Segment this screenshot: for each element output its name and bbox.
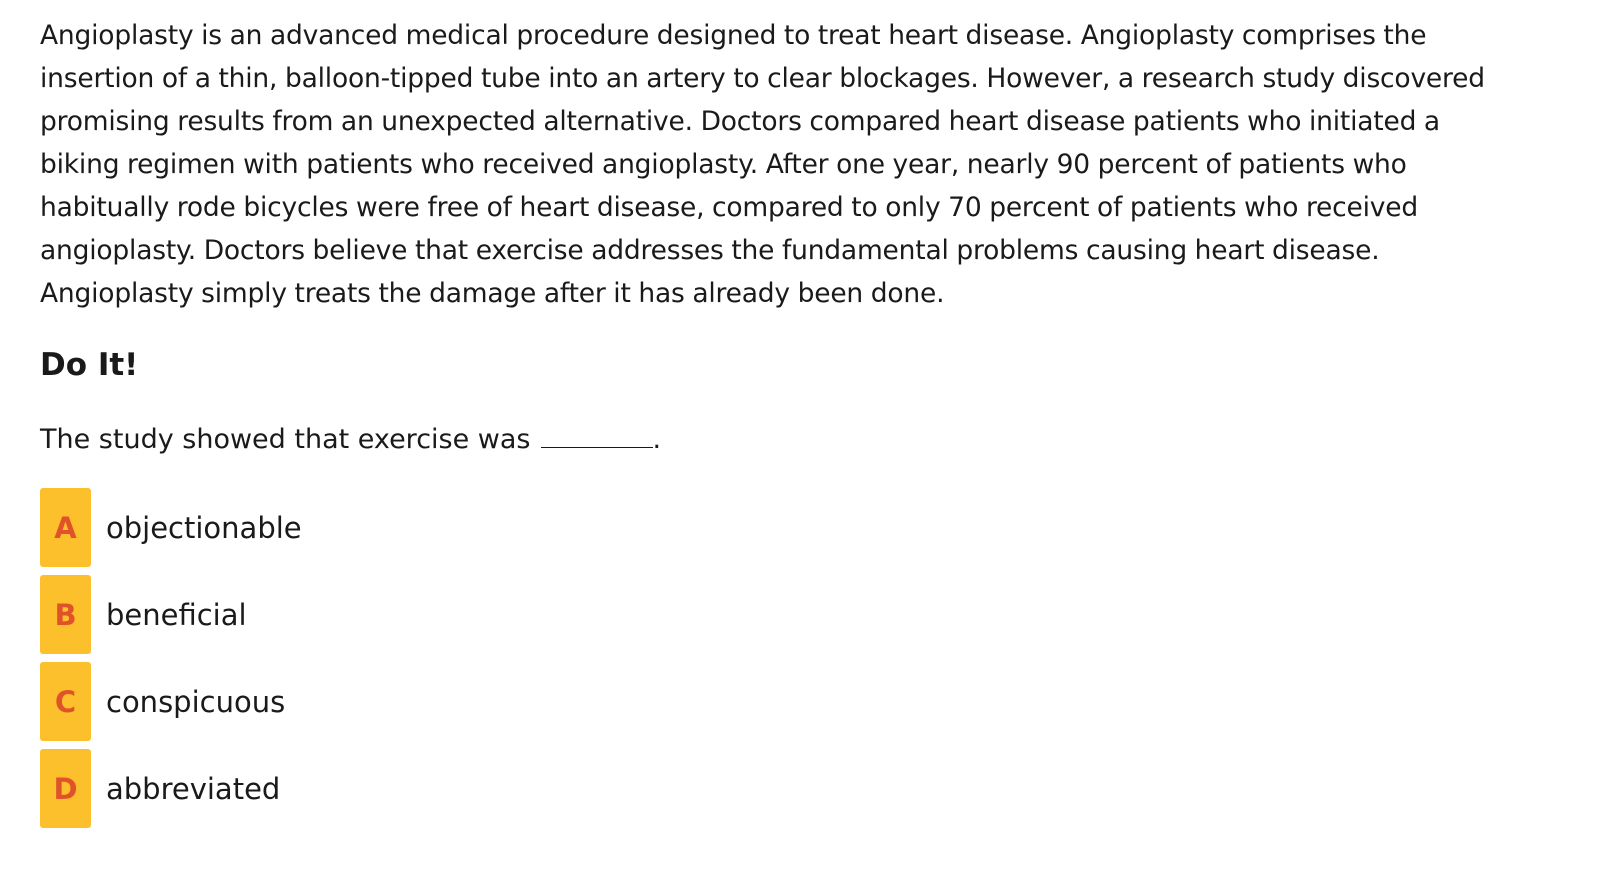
reading-passage: [40, 14, 1550, 315]
option-a[interactable]: [40, 488, 1585, 567]
passage-line: habitually rode bicycles were free of heart disease, compared to only 70 percent of patients who received: [40, 192, 1418, 223]
option-label: conspicuous: [106, 684, 286, 719]
passage-line: Angioplasty simply treats the damage after it has already been done.: [40, 278, 945, 309]
passage-line: promising results from an unexpected alternative. Doctors compared heart disease patients who initiated a: [40, 106, 1440, 137]
option-b[interactable]: [40, 575, 1585, 654]
option-label: objectionable: [106, 510, 302, 545]
passage-line: Angioplasty is an advanced medical procedure designed to treat heart disease. Angioplasty comprises the: [40, 20, 1427, 51]
passage-line: insertion of a thin, balloon-tipped tube into an artery to clear blockages. However, a research study discovered: [40, 63, 1485, 94]
option-d[interactable]: [40, 749, 1585, 828]
option-label: beneficial: [106, 597, 247, 632]
content-area: [40, 14, 1585, 836]
option-letter-badge: C: [40, 662, 91, 741]
question-prompt: [40, 419, 1585, 460]
answer-options: [40, 488, 1585, 828]
passage-line: angioplasty. Doctors believe that exercise addresses the fundamental problems causing heart disease.: [40, 235, 1380, 266]
option-letter-badge: D: [40, 749, 91, 828]
option-c[interactable]: [40, 662, 1585, 741]
option-label: abbreviated: [106, 771, 281, 806]
option-letter-badge: B: [40, 575, 91, 654]
question-end-punctuation: .: [652, 424, 662, 455]
section-heading: Do It!: [40, 347, 139, 383]
answer-blank: [541, 419, 653, 448]
option-letter-badge: A: [40, 488, 91, 567]
question-text: The study showed that exercise was: [40, 424, 531, 455]
passage-line: biking regimen with patients who received angioplasty. After one year, nearly 90 percent of patients who: [40, 149, 1407, 180]
